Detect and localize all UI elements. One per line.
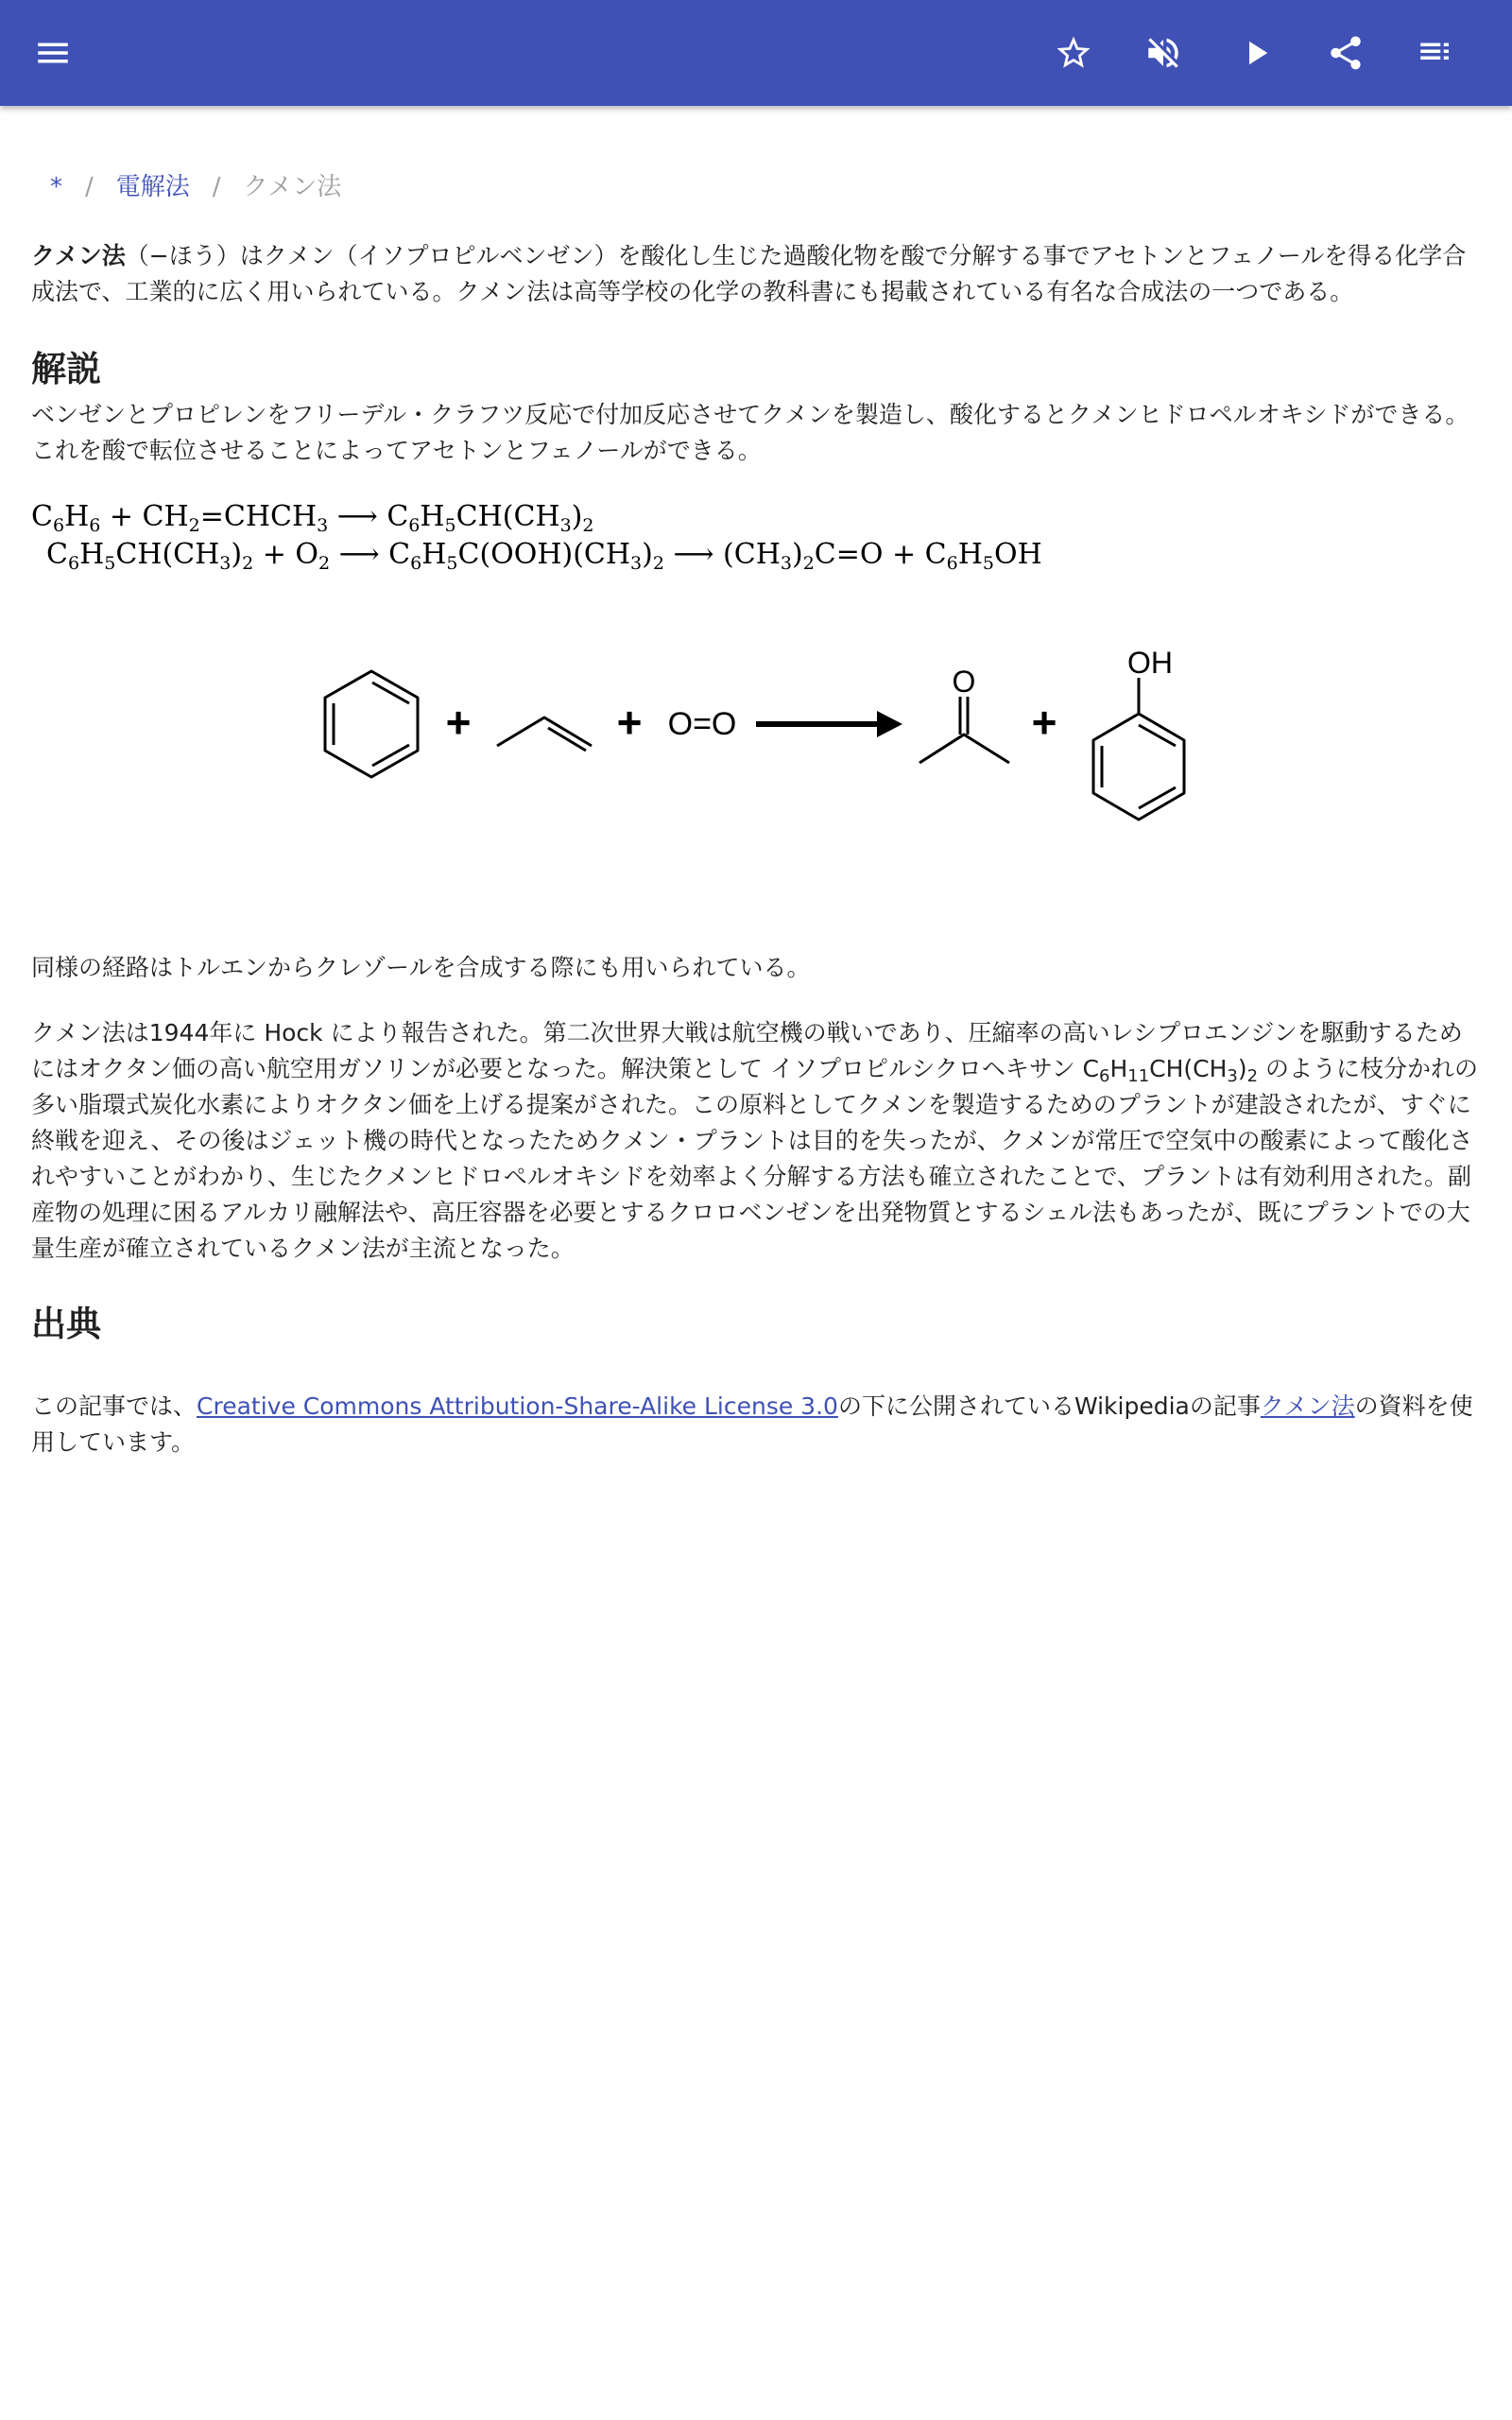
hydroxyl-label: OH — [1127, 646, 1173, 680]
menu-button[interactable] — [21, 21, 85, 85]
plus-sign: + — [616, 698, 643, 747]
menu-icon — [33, 33, 73, 73]
play-icon — [1236, 33, 1276, 73]
benzene-structure — [325, 671, 418, 777]
reaction-arrow — [756, 711, 902, 737]
app-bar — [0, 0, 1512, 106]
license-link[interactable]: Creative Commons Attribution-Share-Alike License 3.0 — [197, 1392, 838, 1420]
equation-line-1: $C_6H_6$ + $CH_2=CHCH_3$ ⟶ $C_6H_5CH(CH_3)_2$ — [31, 500, 594, 536]
plus-sign: + — [1031, 698, 1057, 747]
breadcrumb — [50, 168, 341, 206]
breadcrumb-separator: / — [85, 173, 94, 201]
breadcrumb-current: クメン法 — [243, 173, 342, 201]
play-button[interactable] — [1224, 21, 1288, 85]
ketone-oxygen-label: O — [952, 665, 976, 699]
breadcrumb-separator: / — [212, 173, 221, 201]
intro-text: （−ほう）はクメン（イソプロピルベンゼン）を酸化し生じた過酸化物を酸で分解する事でアセトンとフェノールを得る化学合成法で、工業的に広く用いられている。クメン法は高等学校の化学の教科書にも掲載されている有名な合成法の一つである。 — [31, 242, 1467, 305]
intro-paragraph — [31, 238, 1481, 310]
section-heading-source: 出典 — [31, 1304, 101, 1344]
share-button[interactable] — [1314, 21, 1378, 85]
reaction-scheme-diagram — [31, 602, 1481, 914]
playlist-button[interactable] — [1403, 21, 1468, 85]
propylene-structure — [497, 717, 592, 751]
section-heading-kaisetsu: 解説 — [31, 349, 101, 389]
phenol-structure — [1093, 678, 1184, 820]
equation-line-2: $C_6H_5CH(CH_3)_2 + O_2$ ⟶ $C_6H_5C(OOH)(CH_3)_2$ ⟶ $(CH_3)_2C=O + C_6H_5OH$ — [46, 538, 1042, 574]
breadcrumb-parent[interactable]: 電解法 — [115, 173, 190, 201]
star-outline-icon — [1054, 33, 1093, 73]
oxygen-label: O=O — [667, 706, 737, 742]
article-link[interactable]: クメン法 — [1260, 1392, 1355, 1420]
acetone-structure — [919, 697, 1009, 763]
bookmark-button[interactable] — [1041, 21, 1106, 85]
history-paragraph: クメン法は1944年に Hock により報告された。第二次世界大戦は航空機の戦いであり、圧縮率の高いレシプロエンジンを駆動するためにはオクタン価の高い航空用ガソリンが必要となった。解決策として イソプロピルシクロヘキサン $C_6H_{11}CH(CH_3)_2$ のように枝分かれの多い脂環式炭化水素によりオクタン価を上げる提案がされた。この原料としてクメンを製造するためのプラントが建設されたが、すぐに終戦を迎え、その後はジェット機の時代となったためクメン・プラントは目的を失ったが、クメンが常圧で空気中の酸素によって酸化されやすいことがわかり、生じたクメンヒドロペルオキシドを効率よく分解する方法も確立されたことで、プラントは有効利用された。副産物の処理に困るアルカリ融解法や、高圧容器を必要とするクロロベンゼンを出発物質とするシェル法もあったが、既にプラントでの大量生産が確立されているクメン法が主流となった。 — [31, 1019, 1479, 1262]
kaisetsu-paragraph: ベンゼンとプロピレンをフリーデル・クラフツ反応で付加反応させてクメンを製造し、酸化するとクメンヒドロペルオキシドができる。これを酸で転位させることによってアセトンとフェノールができる。 — [31, 401, 1469, 464]
playlist-icon — [1416, 33, 1455, 73]
volume-off-icon — [1143, 33, 1183, 73]
intro-term: クメン法 — [31, 242, 126, 269]
cresol-paragraph: 同様の経路はトルエンからクレゾールを合成する際にも用いられている。 — [31, 954, 811, 981]
share-icon — [1326, 33, 1366, 73]
breadcrumb-home[interactable]: * — [50, 173, 62, 201]
plus-sign: + — [445, 698, 472, 747]
source-paragraph: この記事では、Creative Commons Attribution-Share-Alike License 3.0の下に公開されているWikipediaの記事クメン法の資料を使用しています。 — [31, 1392, 1473, 1456]
mute-button[interactable] — [1131, 21, 1195, 85]
